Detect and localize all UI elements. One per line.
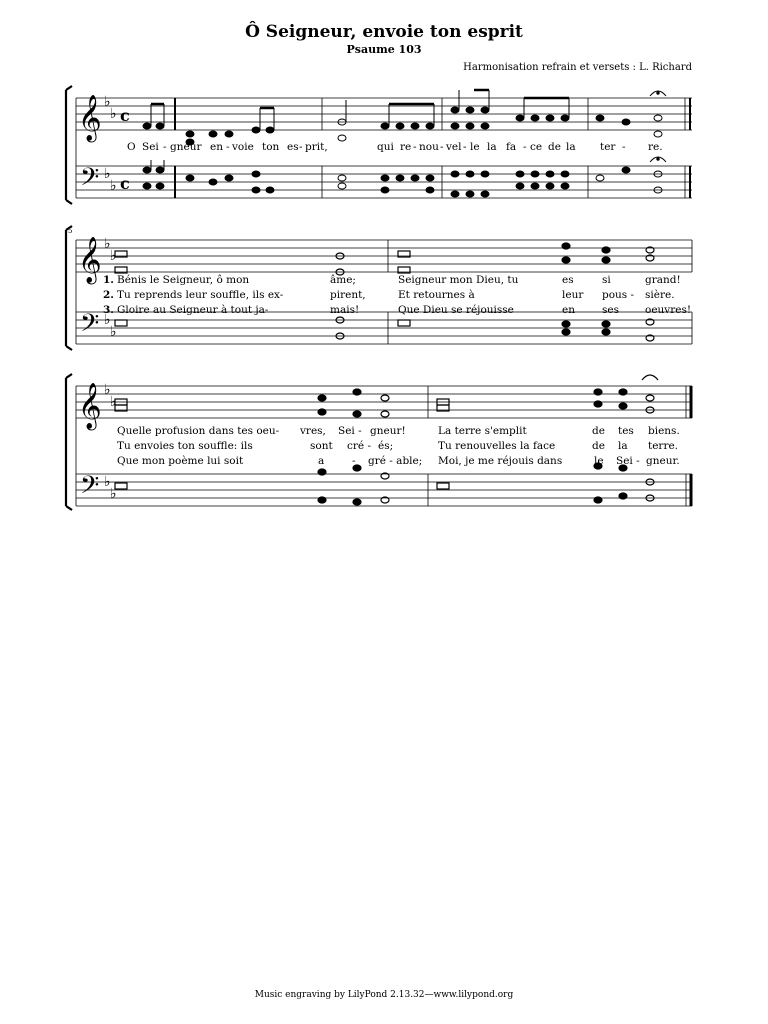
flat-icon: ♭ bbox=[110, 178, 117, 194]
flat-icon: ♭ bbox=[104, 236, 111, 252]
page-title: Ô Seigneur, envoie ton esprit bbox=[245, 22, 523, 42]
verse-text: - bbox=[352, 455, 356, 467]
verse-text: es bbox=[562, 274, 574, 286]
bass-clef-icon: 𝄢 bbox=[80, 163, 100, 198]
measure-number: 5 bbox=[68, 227, 73, 235]
lyric-syllable: - bbox=[299, 141, 303, 153]
verse-text: pous - bbox=[602, 289, 635, 301]
lyric-syllable: nou bbox=[419, 141, 439, 153]
verse-text: a bbox=[318, 455, 325, 467]
verse-number: 3. bbox=[103, 304, 114, 316]
lyric-syllable: de bbox=[548, 141, 561, 153]
verse-text: tes bbox=[618, 425, 634, 437]
lyric-syllable: Sei bbox=[142, 141, 159, 153]
lyric-syllable: es bbox=[287, 141, 299, 153]
verse-text: Que mon poème lui soit bbox=[117, 455, 244, 467]
verse-text: és; bbox=[378, 440, 394, 452]
flat-icon: ♭ bbox=[110, 106, 117, 122]
lyric-syllable: ton bbox=[262, 141, 280, 153]
lyric-syllable: - bbox=[463, 141, 467, 153]
verse-text: Et retournes à bbox=[398, 289, 475, 301]
lyric-syllable: - bbox=[413, 141, 417, 153]
lyric-syllable: voie bbox=[232, 141, 254, 153]
verse-text: La terre s'emplit bbox=[438, 425, 527, 437]
verse-text: gneur! bbox=[370, 425, 406, 437]
verse-text: Moi, je me réjouis dans bbox=[438, 455, 563, 467]
verse-text: Bénis le Seigneur, ô mon bbox=[117, 274, 250, 286]
verse-lyrics-system-2 bbox=[103, 274, 691, 316]
flat-icon: ♭ bbox=[110, 248, 117, 264]
verse-text: terre. bbox=[648, 440, 679, 452]
lyric-syllable: le bbox=[470, 141, 480, 153]
verse-text: la bbox=[618, 440, 628, 452]
lyric-syllable: fa bbox=[506, 141, 517, 153]
lyric-syllable: gneur bbox=[170, 141, 202, 153]
verse-text: ses bbox=[602, 304, 619, 316]
flat-icon: ♭ bbox=[110, 486, 117, 502]
verse-text: Que Dieu se réjouisse bbox=[398, 304, 514, 316]
page-subtitle: Psaume 103 bbox=[346, 43, 422, 56]
treble-clef-icon: 𝄞 bbox=[78, 95, 102, 141]
bass-clef-icon: 𝄢 bbox=[80, 471, 100, 506]
verse-text: vres, bbox=[300, 425, 326, 437]
lyric-syllable: ter bbox=[600, 141, 616, 153]
lyric-syllable: - bbox=[226, 141, 230, 153]
verse-number: 2. bbox=[103, 289, 114, 301]
flat-icon: ♭ bbox=[104, 474, 111, 490]
verse-text: gré - able; bbox=[368, 455, 423, 467]
time-signature: c bbox=[120, 106, 130, 125]
engraving-footer: Music engraving by LilyPond 2.13.32—www.lilypond.org bbox=[254, 990, 514, 1000]
verse-text: le bbox=[594, 455, 604, 467]
verse-text: leur bbox=[562, 289, 584, 301]
verse-text: Sei - bbox=[616, 455, 640, 467]
verse-text: oeuvres! bbox=[645, 304, 692, 316]
verse-text: cré - bbox=[347, 440, 371, 452]
bass-clef-icon: 𝄢 bbox=[80, 309, 100, 344]
arranger-credit: Harmonisation refrain et versets : L. Richard bbox=[463, 62, 692, 73]
flat-icon: ♭ bbox=[104, 166, 111, 182]
verse-text: Seigneur mon Dieu, tu bbox=[398, 274, 519, 286]
flat-icon: ♭ bbox=[110, 324, 117, 340]
verse-text: si bbox=[602, 274, 611, 286]
lyric-syllable: ce bbox=[530, 141, 543, 153]
verse-text: âme; bbox=[330, 274, 356, 286]
verse-text: en bbox=[562, 304, 575, 316]
flat-icon: ♭ bbox=[104, 312, 111, 328]
lyric-syllable: - bbox=[523, 141, 527, 153]
verse-text: Gloire au Seigneur à tout ja- bbox=[117, 304, 269, 316]
verse-text: sont bbox=[310, 440, 333, 452]
verse-text: mais! bbox=[330, 304, 360, 316]
lyric-syllable: vel bbox=[446, 141, 462, 153]
lyric-syllable: en bbox=[210, 141, 223, 153]
lyric-syllable: O bbox=[127, 141, 136, 153]
lyric-syllable: re. bbox=[648, 141, 663, 153]
verse-text: Tu envoies ton souffle: ils bbox=[117, 440, 253, 452]
refrain-lyrics bbox=[127, 141, 663, 153]
lyric-syllable: re bbox=[400, 141, 412, 153]
verse-text: Sei - bbox=[338, 425, 362, 437]
flat-icon: ♭ bbox=[110, 394, 117, 410]
system-2 bbox=[66, 226, 692, 350]
flat-icon: ♭ bbox=[104, 382, 111, 398]
treble-clef-icon: 𝄞 bbox=[78, 383, 102, 429]
verse-text: gneur. bbox=[646, 455, 680, 467]
verse-text: Tu renouvelles la face bbox=[438, 440, 556, 452]
verse-text: biens. bbox=[648, 425, 680, 437]
verse-lyrics-system-3 bbox=[117, 425, 680, 467]
verse-text: pirent, bbox=[330, 289, 366, 301]
verse-text: Quelle profusion dans tes oeu- bbox=[117, 425, 280, 437]
lyric-syllable: - bbox=[163, 141, 167, 153]
lyric-syllable: qui bbox=[377, 141, 394, 153]
flat-icon: ♭ bbox=[104, 94, 111, 110]
verse-text: de bbox=[592, 440, 605, 452]
verse-text: Tu reprends leur souffle, ils ex- bbox=[117, 289, 284, 301]
lyric-syllable: - bbox=[440, 141, 444, 153]
lyric-syllable: - bbox=[622, 141, 626, 153]
time-signature: c bbox=[120, 174, 130, 193]
treble-clef-icon: 𝄞 bbox=[78, 237, 102, 283]
verse-number: 1. bbox=[103, 274, 114, 286]
verse-text: de bbox=[592, 425, 605, 437]
lyric-syllable: la bbox=[487, 141, 497, 153]
verse-text: grand! bbox=[645, 274, 681, 286]
lyric-syllable: prit, bbox=[305, 141, 328, 153]
verse-text: sière. bbox=[645, 289, 675, 301]
lyric-syllable: la bbox=[566, 141, 576, 153]
